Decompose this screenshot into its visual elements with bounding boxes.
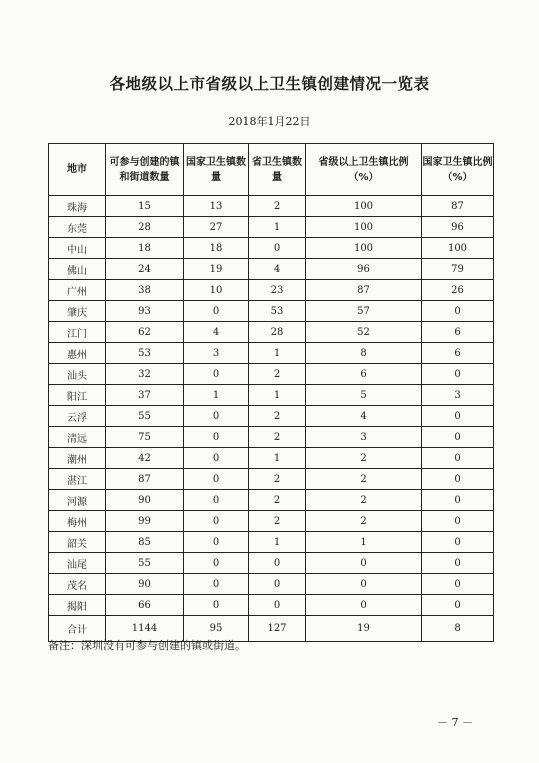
total-value-cell: 8 [422,616,494,642]
city-cell: 佛山 [49,259,106,280]
table-row [49,595,494,616]
value-cell: 6 [422,343,494,364]
table-row [49,343,494,364]
value-cell: 1 [249,385,306,406]
table-header [49,144,494,196]
value-cell: 0 [184,532,249,553]
city-cell: 湛江 [49,469,106,490]
value-cell: 52 [306,322,422,343]
value-cell: 90 [106,490,184,511]
value-cell: 55 [106,553,184,574]
value-cell: 62 [106,322,184,343]
value-cell: 32 [106,364,184,385]
table-row [49,301,494,322]
value-cell: 0 [306,595,422,616]
value-cell: 26 [422,280,494,301]
value-cell: 0 [422,574,494,595]
value-cell: 100 [422,238,494,259]
value-cell: 0 [422,301,494,322]
value-cell: 0 [184,511,249,532]
value-cell: 0 [422,595,494,616]
table-row [49,448,494,469]
value-cell: 100 [306,217,422,238]
value-cell: 2 [249,427,306,448]
column-header: 省卫生镇数量 [249,144,306,196]
value-cell: 0 [306,553,422,574]
city-cell: 茂名 [49,574,106,595]
value-cell: 2 [249,196,306,217]
value-cell: 0 [184,427,249,448]
column-header: 国家卫生镇数量 [184,144,249,196]
value-cell: 19 [184,259,249,280]
value-cell: 0 [249,595,306,616]
value-cell: 6 [422,322,494,343]
value-cell: 100 [306,196,422,217]
city-cell: 广州 [49,280,106,301]
value-cell: 85 [106,532,184,553]
value-cell: 0 [249,574,306,595]
city-cell: 肇庆 [49,301,106,322]
value-cell: 3 [184,343,249,364]
value-cell: 15 [106,196,184,217]
value-cell: 0 [184,448,249,469]
value-cell: 0 [422,469,494,490]
column-header: 可参与创建的镇和街道数量 [106,144,184,196]
value-cell: 28 [106,217,184,238]
value-cell: 4 [184,322,249,343]
value-cell: 66 [106,595,184,616]
value-cell: 0 [184,364,249,385]
city-cell: 中山 [49,238,106,259]
value-cell: 38 [106,280,184,301]
table-row [49,238,494,259]
table-row [49,217,494,238]
value-cell: 0 [422,490,494,511]
value-cell: 18 [184,238,249,259]
value-cell: 2 [249,490,306,511]
value-cell: 2 [306,448,422,469]
value-cell: 0 [249,238,306,259]
value-cell: 93 [106,301,184,322]
value-cell: 53 [249,301,306,322]
table-row [49,280,494,301]
city-cell: 梅州 [49,511,106,532]
column-header: 省级以上卫生镇比例（%） [306,144,422,196]
value-cell: 3 [422,385,494,406]
value-cell: 0 [184,301,249,322]
value-cell: 2 [249,511,306,532]
value-cell: 42 [106,448,184,469]
health-town-table [48,143,494,642]
value-cell: 87 [306,280,422,301]
value-cell: 0 [184,553,249,574]
page-title: 各地级以上市省级以上卫生镇创建情况一览表 [109,75,430,93]
table-body [49,196,494,642]
value-cell: 6 [306,364,422,385]
value-cell: 8 [306,343,422,364]
value-cell: 4 [306,406,422,427]
value-cell: 90 [106,574,184,595]
value-cell: 23 [249,280,306,301]
value-cell: 96 [306,259,422,280]
footnote: 备注：深圳没有可参与创建的镇或街道。 [48,639,246,652]
value-cell: 0 [422,427,494,448]
total-label-cell: 合计 [49,616,106,642]
table-row [49,385,494,406]
table-row [49,196,494,217]
value-cell: 0 [422,553,494,574]
table-row [49,469,494,490]
value-cell: 99 [106,511,184,532]
city-cell: 阳江 [49,385,106,406]
value-cell: 96 [422,217,494,238]
city-cell: 江门 [49,322,106,343]
value-cell: 0 [184,406,249,427]
value-cell: 55 [106,406,184,427]
value-cell: 0 [422,532,494,553]
value-cell: 0 [422,511,494,532]
value-cell: 2 [249,406,306,427]
value-cell: 1 [249,343,306,364]
value-cell: 2 [306,511,422,532]
value-cell: 0 [184,595,249,616]
table-row [49,574,494,595]
value-cell: 2 [306,469,422,490]
table-row [49,259,494,280]
total-value-cell: 1144 [106,616,184,642]
value-cell: 0 [422,406,494,427]
city-cell: 清远 [49,427,106,448]
value-cell: 1 [306,532,422,553]
table-row [49,490,494,511]
value-cell: 4 [249,259,306,280]
value-cell: 87 [422,196,494,217]
value-cell: 13 [184,196,249,217]
value-cell: 3 [306,427,422,448]
value-cell: 1 [249,448,306,469]
value-cell: 0 [184,574,249,595]
city-cell: 河源 [49,490,106,511]
value-cell: 1 [249,217,306,238]
value-cell: 75 [106,427,184,448]
city-cell: 揭阳 [49,595,106,616]
value-cell: 10 [184,280,249,301]
date-line: 2018年1月22日 [228,115,311,128]
value-cell: 0 [184,469,249,490]
value-cell: 24 [106,259,184,280]
city-cell: 汕头 [49,364,106,385]
value-cell: 2 [306,490,422,511]
value-cell: 1 [249,532,306,553]
value-cell: 0 [422,448,494,469]
value-cell: 100 [306,238,422,259]
value-cell: 27 [184,217,249,238]
city-cell: 汕尾 [49,553,106,574]
table-row [49,532,494,553]
value-cell: 18 [106,238,184,259]
table-row [49,322,494,343]
value-cell: 87 [106,469,184,490]
value-cell: 28 [249,322,306,343]
value-cell: 53 [106,343,184,364]
city-cell: 惠州 [49,343,106,364]
total-value-cell: 127 [249,616,306,642]
city-cell: 东莞 [49,217,106,238]
column-header: 国家卫生镇比例（%） [422,144,494,196]
city-cell: 潮州 [49,448,106,469]
table-row [49,406,494,427]
value-cell: 0 [306,574,422,595]
value-cell: 79 [422,259,494,280]
value-cell: 0 [184,490,249,511]
value-cell: 0 [422,364,494,385]
city-cell: 韶关 [49,532,106,553]
value-cell: 5 [306,385,422,406]
value-cell: 2 [249,364,306,385]
value-cell: 57 [306,301,422,322]
value-cell: 37 [106,385,184,406]
table-row [49,364,494,385]
column-header: 地市 [49,144,106,196]
city-cell: 云浮 [49,406,106,427]
city-cell: 珠海 [49,196,106,217]
table-row [49,553,494,574]
table-row [49,511,494,532]
value-cell: 2 [249,469,306,490]
table-row [49,427,494,448]
value-cell: 0 [249,553,306,574]
value-cell: 1 [184,385,249,406]
total-value-cell: 95 [184,616,249,642]
total-value-cell: 19 [306,616,422,642]
page-number: － 7 － [437,716,473,729]
